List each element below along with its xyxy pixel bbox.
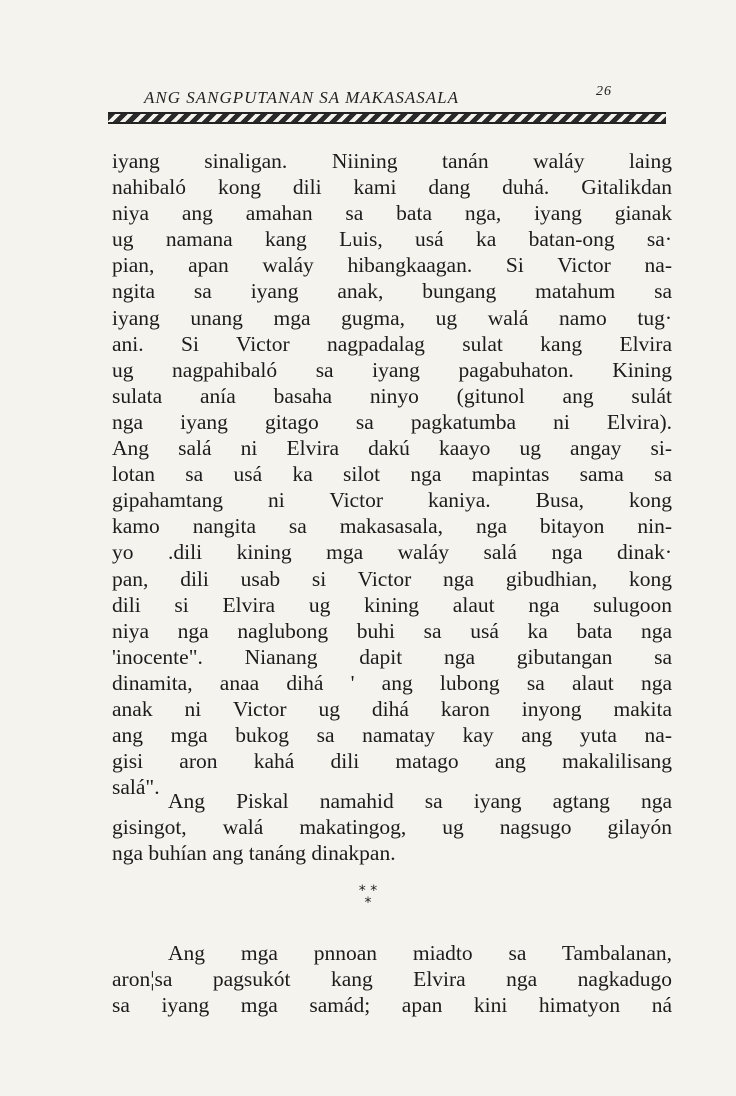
text-line: Ang mga pnnoan miadto sa Tambalanan, [168, 941, 672, 965]
text-line: ani. Si Victor nagpadalag sulat kang Elvira [112, 331, 672, 356]
text-line: nahibaló kong dili kami dang duhá. Gitalikdan [112, 175, 672, 200]
text-line: pan, dili usab si Victor nga gibudhian, kong [112, 566, 672, 591]
text-line: pian, apan waláy hibangkaagan. Si Victor na- [112, 253, 672, 278]
text-line: ug nagpahibaló sa iyang pagabuhaton. Kining [112, 357, 672, 382]
paragraph-2 [112, 788, 672, 866]
text-line: niya ang amahan sa bata nga, iyang gianak [112, 201, 672, 226]
text-line: 'inocente". Nianang dapit nga gibutangan sa [112, 644, 672, 669]
header-title: ANG SANGPUTANAN SA MAKASASALA [144, 88, 460, 107]
text-line: nga iyang gitago sa pagkatumba ni Elvira). [112, 409, 672, 434]
text-line: kamo nangita sa makasasala, nga bitayon nin- [112, 514, 672, 539]
text-line: salá". [112, 775, 160, 800]
text-line: iyang unang mga gugma, ug walá namo tug· [112, 305, 672, 330]
text-line: niya nga naglubong buhi sa usá ka bata nga [112, 618, 672, 643]
section-separator: * * * [358, 883, 378, 911]
text-line: sulata anía basaha ninyo (gitunol ang sulát [112, 383, 672, 408]
text-line: ngita sa iyang anak, bungang matahum sa [112, 279, 672, 304]
text-line: yo .dili kining mga waláy salá nga dinak· [112, 540, 672, 565]
text-line: gipahamtang ni Victor kaniya. Busa, kong [112, 488, 672, 513]
text-line: gisingot, walá makatingog, ug nagsugo gilayón [112, 815, 672, 840]
header-ornament [108, 112, 666, 124]
paragraph-3 [112, 940, 672, 1018]
text-line: gisi aron kahá dili matago ang makalilisang [112, 749, 672, 774]
text-line: Ang salá ni Elvira dakú kaayo ug angay si- [112, 436, 672, 461]
paragraph-1 [112, 148, 672, 800]
page-number: 26 [596, 84, 612, 99]
text-line: anak ni Victor ug dihá karon inyong makita [112, 696, 672, 721]
text-line: Ang Piskal namahid sa iyang agtang nga [168, 789, 672, 813]
text-line: dinamita, anaa dihá ' ang lubong sa alaut nga [112, 670, 672, 695]
text-line: ug namana kang Luis, usá ka batan-ong sa· [112, 227, 672, 252]
text-line: dili si Elvira ug kining alaut nga sulugoon [112, 592, 672, 617]
text-line: sa iyang mga samád; apan kini himatyon ná [112, 993, 672, 1018]
text-line: ang mga bukog sa namatay kay ang yuta na- [112, 723, 672, 748]
text-line: lotan sa usá ka silot nga mapintas sama sa [112, 462, 672, 487]
text-line: iyang sinaligan. Niining tanán waláy laing [112, 149, 672, 173]
text-line: aron¦sa pagsukót kang Elvira nga nagkadugo [112, 967, 672, 992]
text-line: nga buhían ang tanáng dinakpan. [112, 841, 396, 866]
